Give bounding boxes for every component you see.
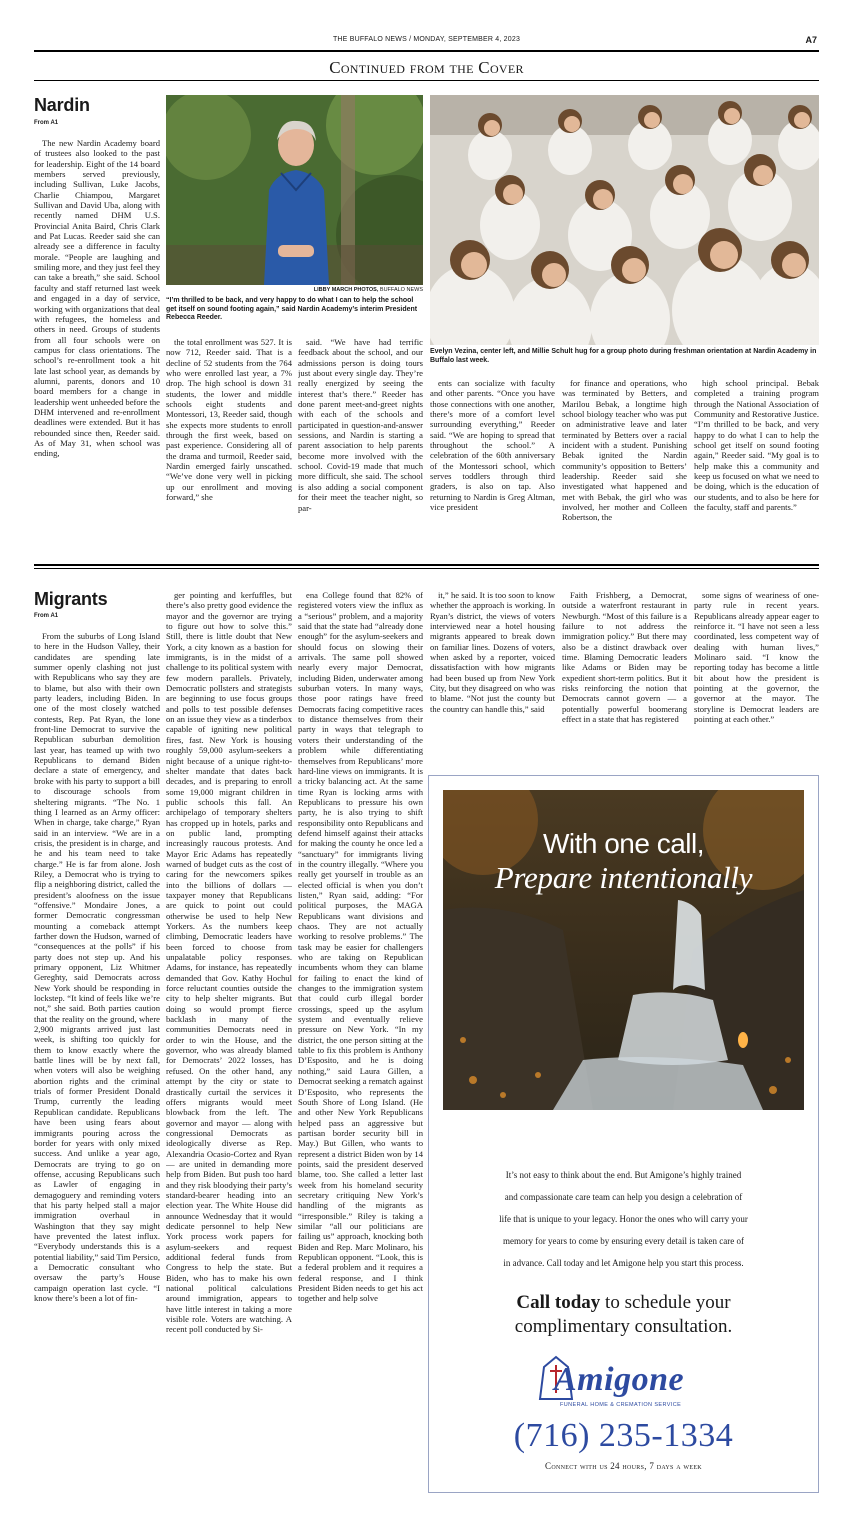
ad-cta-line2: complimentary consultation.	[514, 1316, 733, 1337]
ad-headline-line2: Prepare intentionally	[494, 860, 753, 895]
migrants-column-6	[694, 590, 819, 760]
logo-name: Amigone	[554, 1361, 685, 1398]
migrants-column-5	[562, 590, 687, 760]
orientation-photo	[430, 95, 819, 345]
migrants-column-text: it,” he said. It is too soon to know whether the approach is working. In Ryan’s district, the views of voters interviewed near a hotel housing migrants appeared to break down on familiar lines. Dozens of voters, when asked by a reporter, voiced dissatisfaction with how migrants had been bused up from New York City, but they disagreed on who was to blame. “Not just the county but the country can handle this,” said	[430, 590, 555, 714]
migrants-column-text: ena College found that 82% of registered voters view the influx as a “serious” problem, and a majority said that the state had “already done enough” for the asylum-seekers and should focus on slowing their arrivals. The same poll showed nearly every major Democrat, including Biden, underwater among suburban voters. In many ways, those poor ratings have freed Democrats facing competitive races to distance themselves from their party in ways that telegraph to voters their understanding of the problem while differentiating themselves from Republicans’ more hard-line views on immigrants. It is a tricky balancing act. At the same time Ryan is locking arms with Republicans to pressure his own party, he is also trying to shift responsibility onto Republicans and defend himself against their attacks for making the county he once led a “sanctuary” for immigrants living in the country illegally. “Where you really get yourself in trouble as an elected official is when you don’t listen,” Ryan said, adding: “For political purposes, the MAGA Republicans want divisions and chaos. They are not actually working to resolve problems.” The task may be easier for challengers who are taking on Republican incumbents whom they can blame for failing to enact the kind of changes to the immigration system that could curb illegal border crossings, speed up the asylum system and eventually relieve pressure on New York. “In my district, the one person sitting at the table to fix this problem is Anthony D’Esposito, and he is doing nothing,” said Laura Gillen, a Democrat seeking a rematch against D’Esposito, who represents the South Shore of Long Island. (He and other New York Republicans helped pass an aggressive but partisan border security bill in May.) But Gillen, who wants to represent a district Biden won by 14 points, said the president deserved blame, too. She called a letter last week from his homeland security secretary critiquing New York’s handling of the migrants as “irresponsible.” Riley is taking a similar “all our politicians are failing us” approach, knocking both Biden and Rep. Marc Molinaro, his Republican opponent. “Look, this is a federal problem and it requires a federal response, and I think President Biden needs to get his act together and help solve	[298, 590, 423, 1304]
ad-body-line: It’s not easy to think about the end. But Amigone’s highly trained	[505, 1170, 742, 1180]
nardin-column-text: for finance and operations, who was terminated by Betters, and Marilou Bebak, a longtime high school biology teacher who was put on administrative leave and later terminated by Betters over a racial incident with a student. Punishing Bebak ignited the Nardin community’s opposition to Betters’ leadership. Reeder said she investigated what happened and met with Bebak, the girl who was involved, her mother and Colleen Robertson, the	[562, 378, 687, 523]
reeder-photo-illustration	[166, 95, 423, 285]
ad-waterfall-image	[443, 790, 804, 1110]
migrants-column-1	[34, 631, 160, 1495]
migrants-column-text: From the suburbs of Long Island to here in the Hudson Valley, their candidates are spending late summer openly clashing not just with Republicans who say they are to blame, but also with their own party leaders, including Biden. In one of the most closely watched contests, Rep. Pat Ryan, the lone front-line Democrat to survive the Republican suburban demolition last year, has teamed up with two Republicans to demand Biden declare a state of emergency, and broke with his party to support a bill to discourage schools from sheltering migrants. “The No. 1 thing I learned as an Army officer: When in charge, take charge,” Ryan said in an interview. “We are in a crisis, the president is in charge, and he and his team need to take charge.” He is far from alone. Josh Riley, a Democrat who is trying to flip a neighboring district, called the president’s aloofness on the issue “offensive.” Mondaire Jones, a former Democratic congressman mounting a comeback attempt farther down the Hudson, warned of “consequences at the polls” if his party does not step up. And his primary opponent, Liz Whitmer Gereghty, said Democrats across New York should be responding in lockstep. “It kind of feels like we’re not,” she said. Both parties caution that the reality on the ground, where 2,900 migrants arrived just last week, is shifting too quickly for them to know exactly where the battle lines will be by next fall, when voters will also be weighing abortion rights and the criminal trials of former President Donald Trump, currently the leading Republican candidate. Republicans have been using fears about immigrants pouring across the border for years with only mixed success. And unlike a year ago, Democrats are trying to go on offense, accusing Republicans such as Lawler of engaging in demagoguery and reminding voters that his party helped stall a major immigration overhaul in Washington that they say might have prevented the latest influx. “Everybody understands this is a potential liability,” said Tim Persico, a Democratic consultant who oversaw the party’s House campaign operation last cycle. “I know there’s been a lot of fin-	[34, 631, 160, 1303]
ad-cta-rest: to schedule your	[600, 1292, 731, 1313]
nardin-column-6	[694, 378, 819, 552]
ad-connect: Connect with us 24 hours, 7 days a week	[545, 1461, 702, 1471]
page-number: A7	[805, 35, 817, 45]
nardin-headline: Nardin	[34, 95, 90, 115]
ad-body-line: and compassionate care team can help you design a celebration of	[504, 1192, 743, 1202]
migrants-column-2	[166, 590, 292, 1495]
story-separator-top	[34, 564, 819, 566]
logo-tagline: FUNERAL HOME & CREMATION SERVICE	[560, 1402, 682, 1408]
ad-body-line: life that is unique to your legacy. Honor the ones who will carry your	[499, 1214, 748, 1224]
nardin-column-text: The new Nardin Academy board of trustees also looked to the past for leadership. Eight of the 14 board members served previously, including Sullivan, Luke Jacobs, Charlie Chiampou, Margaret Sullivan and David Uba, along with recently named DHM U.S. Provincial Anita Baird, Chris Clark and Pat Lucas. Reeder said she can already see a difference in faculty morale. “People are laughing and smiling more, and they just feel they can take a breath,” she said. School faculty and staff returned last week and engaged in a day of service, working with organizations that deal with refugees, the homeless and others in need. Groups of students from all four schools were on campus for class orientations. The school’s re-enrollment took a hit late last school year, as demands by alumni, parents, donors and 10 board members for a change in leadership went unheeded before the DHM intervened and re-enrollment deadlines were extended. But it has rebounded since then, Reeder said. As of May 31, when school was ending,	[34, 138, 160, 459]
ad-cta-bold: Call today	[516, 1292, 601, 1313]
migrants-column-3	[298, 590, 423, 1495]
story-separator-bottom	[34, 568, 819, 569]
migrants-from: From A1	[34, 613, 59, 619]
orientation-photo-illustration	[430, 95, 819, 345]
nardin-column-text: high school principal. Bebak completed a training program through the National Association of Community and Restorative Justice. “I’m thrilled to be back, and very happy to do what I can to help the school get itself on sound footing again,” Reeder said. “My goal is to help make this a community and keep us focused on what we need to be doing, which is the education of our students, and to also be here for the faculty, staff and parents.”	[694, 378, 819, 513]
migrants-column-text: Faith Frishberg, a Democrat, outside a waterfront restaurant in Newburgh. “Most of this failure is a failure to not address the immigration policy.” But there may also be a distinct drawback over time. Blaming Democratic leaders like Adams or Biden may be expedient short-term politics. But it risks reinforcing the notion that Democrats cannot govern — a potentially powerful boomerang effect in a state that has registered	[562, 590, 687, 725]
ad-body-line: memory for years to come by ensuring every detail is taken care of	[503, 1236, 744, 1246]
nardin-from: From A1	[34, 120, 59, 126]
nardin-column-3	[298, 337, 423, 552]
migrants-headline: Migrants	[34, 589, 108, 609]
migrants-column-text: some signs of weariness of one-party rule in recent years. Republicans already appear eager to reinforce it. “I have not seen a less coordinated, less competent way of dealing with human lives,” Molinaro said. “I know the reporting today has become a little bit about how the president is pointing at the governor, the governor at the mayor. The storyline is Democrat leaders are pointing at each other.”	[694, 590, 819, 725]
masthead	[34, 36, 819, 48]
orientation-photo-caption: Evelyn Vezina, center left, and Millie Schult hug for a group photo during freshman orientation at Nardin Academy in Buffalo last week.	[430, 348, 817, 364]
reeder-photo-credit	[166, 287, 423, 293]
ad-body-line: in advance. Call today and let Amigone help you start this process.	[503, 1258, 744, 1268]
reeder-photo	[166, 95, 423, 285]
nardin-column-text: the total enrollment was 527. It is now 712, Reeder said. That is a decline of 52 students from the 764 who were enrolled last year, a 7% drop. The high school is down 31 students, the lower and middle schools eight students and Montessori, 13, Reeder said, though she expects more students to enroll through the first week, based on past experience. Considering all of the drama and turmoil, Reeder said, Nardin emerged fairly unscathed. “We’ve done very well in picking up our enrollment and moving forward,” she	[166, 337, 292, 503]
migrants-column-4	[430, 590, 555, 760]
ad-body	[443, 1164, 804, 1274]
amigone-logo	[524, 1353, 724, 1417]
ad-cta	[443, 1291, 804, 1339]
paper-date: THE BUFFALO NEWS / MONDAY, SEPTEMBER 4, 2023	[332, 36, 521, 43]
reeder-photo-caption: “I’m thrilled to be back, and very happy to do what I can to help the school get itself on sound footing again,” said Nardin Academy’s interim President Rebecca Reeder.	[166, 297, 418, 321]
nardin-column-text: ents can socialize with faculty and other parents. “Once you have those connections with one another, there’s more of a comfort level surrounding everything,” Reeder said. “We are hoping to spread that throughout the school.” A celebration of the 60th anniversary of the Montessori school, which serves toddlers through third graders, is also on tap. Also returning to Nardin is Greg Altman, vice president	[430, 378, 555, 513]
photo-credit-org: BUFFALO NEWS	[378, 287, 423, 293]
section-title: Continued from the Cover	[329, 58, 524, 77]
nardin-column-text: said. “We have had terrific feedback about the school, and our admissions person is doing tours just about every single day. They’re really energized by seeing the interest that’s there.” Reeder has done parent meet-and-greet nights with each of the schools and participated in question-and-answer sessions, and Nardin is starting a parent association to help parents become more involved with the school. Covid-19 made that much more difficult, she said. The school is also adding a social component for their meet the teacher night, so par-	[298, 337, 423, 513]
photo-credit-name: LIBBY MARCH PHOTOS,	[313, 287, 379, 293]
ad-phone[interactable]: (716) 235-1334	[513, 1417, 734, 1454]
nardin-column-4	[430, 378, 555, 552]
section-title-rule	[34, 80, 819, 81]
nardin-column-5	[562, 378, 687, 552]
ad-headline-line1: With one call,	[542, 828, 705, 859]
migrants-column-text: ger pointing and kerfuffles, but there’s also pretty good evidence the mayor and the governor are trying to figure out how to solve this.” Still, there is little doubt that New York, a city known as a bastion for immigrants, is in the midst of a challenge to its political system with few modern parallels. Privately, Democratic pollsters and strategists are beginning to use focus groups and polls to test possible defenses on an issue they view as a tinderbox capable of igniting new political fires, fast. New York is housing roughly 59,000 asylum-seekers a night because of a unique right-to-shelter mandate that dates back decades, and is preparing to enroll some 19,000 migrant children in public schools this fall. An archipelago of temporary shelters has cropped up in hotels, parks and on public land, prompting increasingly raucous protests. And Mayor Eric Adams has repeatedly warned of budget cuts as the cost of caring for the newcomers spikes into the billions of dollars — taxpayer money that Republicans are quick to point out could otherwise be used to help New Yorkers. As the numbers keep climbing, Democratic leaders have been forced to choose from unpalatable policy responses. Adams, for instance, has repeatedly demanded that Gov. Kathy Hochul force reluctant counties outside the city to help shelter migrants. But doing so would prompt fierce backlash in many of the communities Democrats need in order to win the House, and the governor, who was already blamed for Democrats’ 2022 losses, has refused. On the other hand, any attempt by the city or state to drastically curtail the services it offers migrants would meet blowback from the left. The governor and mayor — along with congressional Democrats as ideologically diverse as Rep. Alexandria Ocasio-Cortez and Ryan — are united in demanding more help from Biden. But push too hard and they risk bloodying their party’s standard-bearer heading into an election year. The White House did announce Wednesday that it would dedicate personnel to help New York process work papers for asylum-seekers and request additional federal funds from Congress to help the state. But Biden, who has to make his own national political calculations around immigration, appears to have little interest in taking a more visible role. Voters are watching. A recent poll conducted by Si-	[166, 590, 292, 1335]
nardin-column-2	[166, 337, 292, 552]
nardin-column-1	[34, 138, 160, 552]
top-rule	[34, 50, 819, 52]
amigone-ad	[428, 775, 819, 1493]
